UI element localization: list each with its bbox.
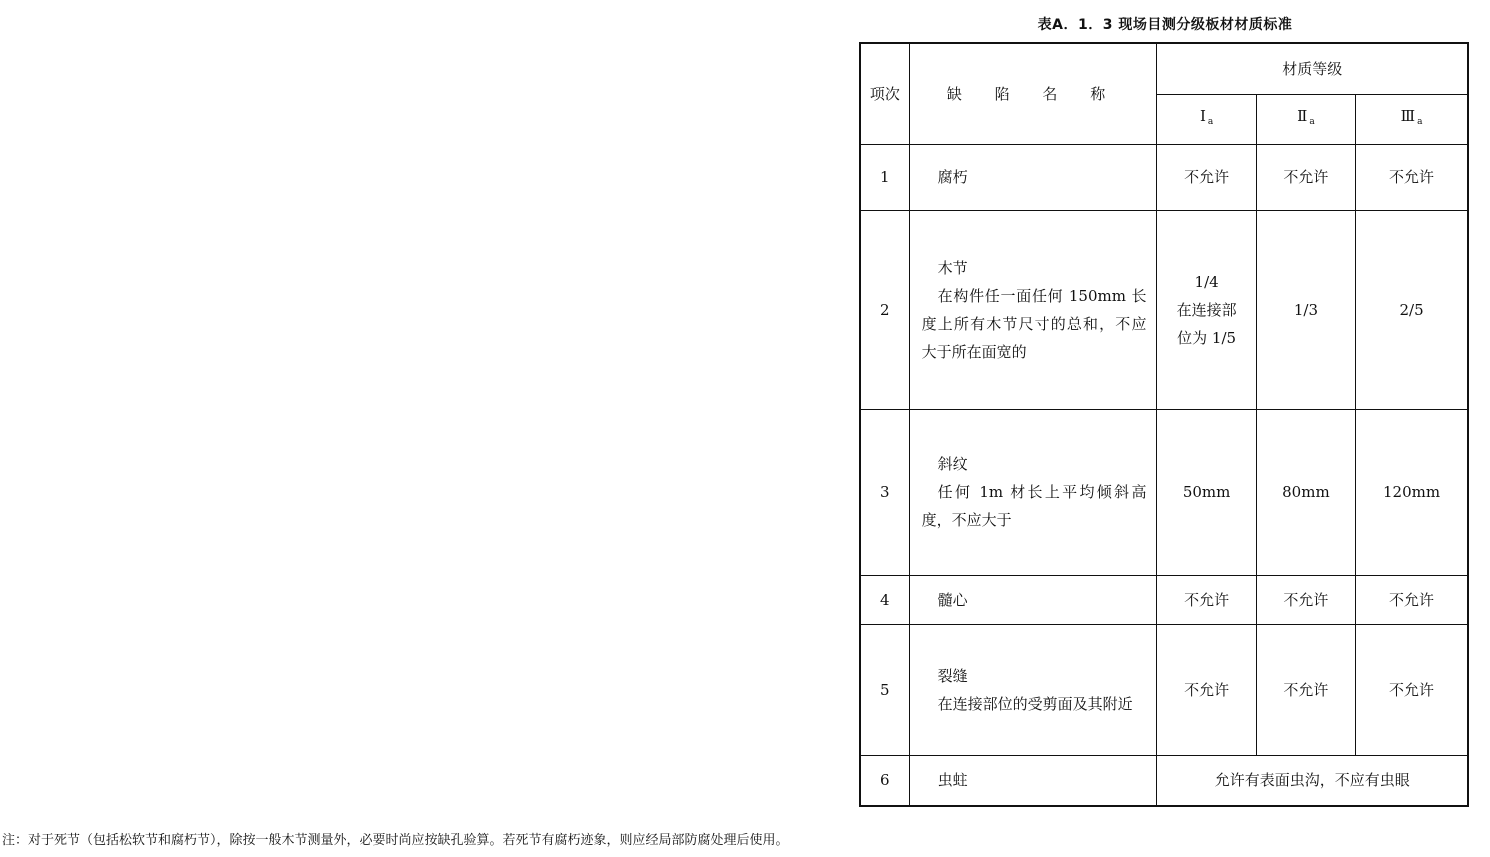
table-title: 表A．1．3 现场目测分级板材材质标准 xyxy=(1037,17,1293,33)
item-number: 2 xyxy=(860,210,909,409)
header-material-grade: 材质等级 xyxy=(1157,43,1468,94)
table-row xyxy=(860,575,1468,624)
grade-1-value xyxy=(1157,210,1256,409)
grade-3-value: 120mm xyxy=(1356,409,1468,575)
grade-1-value: 不允许 xyxy=(1157,575,1256,624)
table-row xyxy=(860,409,1468,575)
grade-2-value: 80mm xyxy=(1256,409,1355,575)
grade-1-value: 不允许 xyxy=(1157,144,1256,210)
item-number: 6 xyxy=(860,755,909,806)
table-row xyxy=(860,210,1468,409)
grade-1-value: 不允许 xyxy=(1157,624,1256,755)
grade-1-value: 50mm xyxy=(1157,409,1256,575)
defect-name-cell xyxy=(909,755,1157,806)
item-number: 5 xyxy=(860,624,909,755)
item-number: 3 xyxy=(860,409,909,575)
grade-subscript: a xyxy=(1417,117,1423,127)
grade-1-value-line: 位为 1/5 xyxy=(1177,328,1237,347)
defect-description: 任何 1m 材长上平均倾斜高度，不应大于 xyxy=(921,483,1147,529)
header-grade-3 xyxy=(1356,94,1468,144)
defect-name-cell xyxy=(909,144,1157,210)
defect-description: 在构件任一面任何 150mm 长度上所有木节尺寸的总和，不应大于所在面宽的 xyxy=(921,286,1147,361)
defect-name-cell xyxy=(909,409,1157,575)
table-note: 注：对于死节（包括松软节和腐朽节），除按一般木节测量外，必要时尚应按缺孔验算。若死节有腐朽迹象，则应经局部防腐处理后使用。 xyxy=(2,833,789,848)
grade-subscript: a xyxy=(1309,117,1315,127)
defect-description: 在连接部位的受剪面及其附近 xyxy=(937,694,1133,713)
header-item-no: 项次 xyxy=(860,43,909,144)
defect-name: 裂缝 xyxy=(937,666,968,685)
defect-name-cell xyxy=(909,210,1157,409)
defect-name: 斜纹 xyxy=(937,455,968,473)
item-number: 1 xyxy=(860,144,909,210)
grade-symbol: Ⅰ xyxy=(1199,107,1206,125)
grade-3-value: 不允许 xyxy=(1356,144,1468,210)
defect-name-cell xyxy=(909,575,1157,624)
defect-name: 髓心 xyxy=(937,590,968,609)
grade-2-value: 不允许 xyxy=(1256,575,1355,624)
grade-2-value: 不允许 xyxy=(1256,624,1355,755)
header-defect-name: 缺 陷 名 称 xyxy=(909,43,1157,144)
table-row xyxy=(860,755,1468,806)
grade-subscript: a xyxy=(1207,117,1214,127)
header-grade-2 xyxy=(1256,94,1355,144)
grade-3-value: 不允许 xyxy=(1356,575,1468,624)
grade-3-value: 2/5 xyxy=(1356,210,1468,409)
grade-symbol: Ⅱ xyxy=(1297,107,1308,125)
header-grade-1 xyxy=(1157,94,1256,144)
table-row xyxy=(860,624,1468,755)
defect-name: 腐朽 xyxy=(937,168,968,186)
defect-name: 虫蛀 xyxy=(937,771,968,790)
item-number: 4 xyxy=(860,575,909,624)
defect-name-cell xyxy=(909,624,1157,755)
grade-2-value: 1/3 xyxy=(1256,210,1355,409)
grade-1-value-line: 在连接部 xyxy=(1176,300,1237,319)
table-row xyxy=(860,144,1468,210)
material-grade-table xyxy=(859,42,1469,807)
grade-symbol: Ⅲ xyxy=(1400,107,1416,125)
grade-merged-value: 允许有表面虫沟，不应有虫眼 xyxy=(1157,755,1468,806)
defect-name: 木节 xyxy=(937,258,968,277)
grade-3-value: 不允许 xyxy=(1356,624,1468,755)
grade-2-value: 不允许 xyxy=(1256,144,1355,210)
grade-1-value-line: 1/4 xyxy=(1194,272,1219,291)
